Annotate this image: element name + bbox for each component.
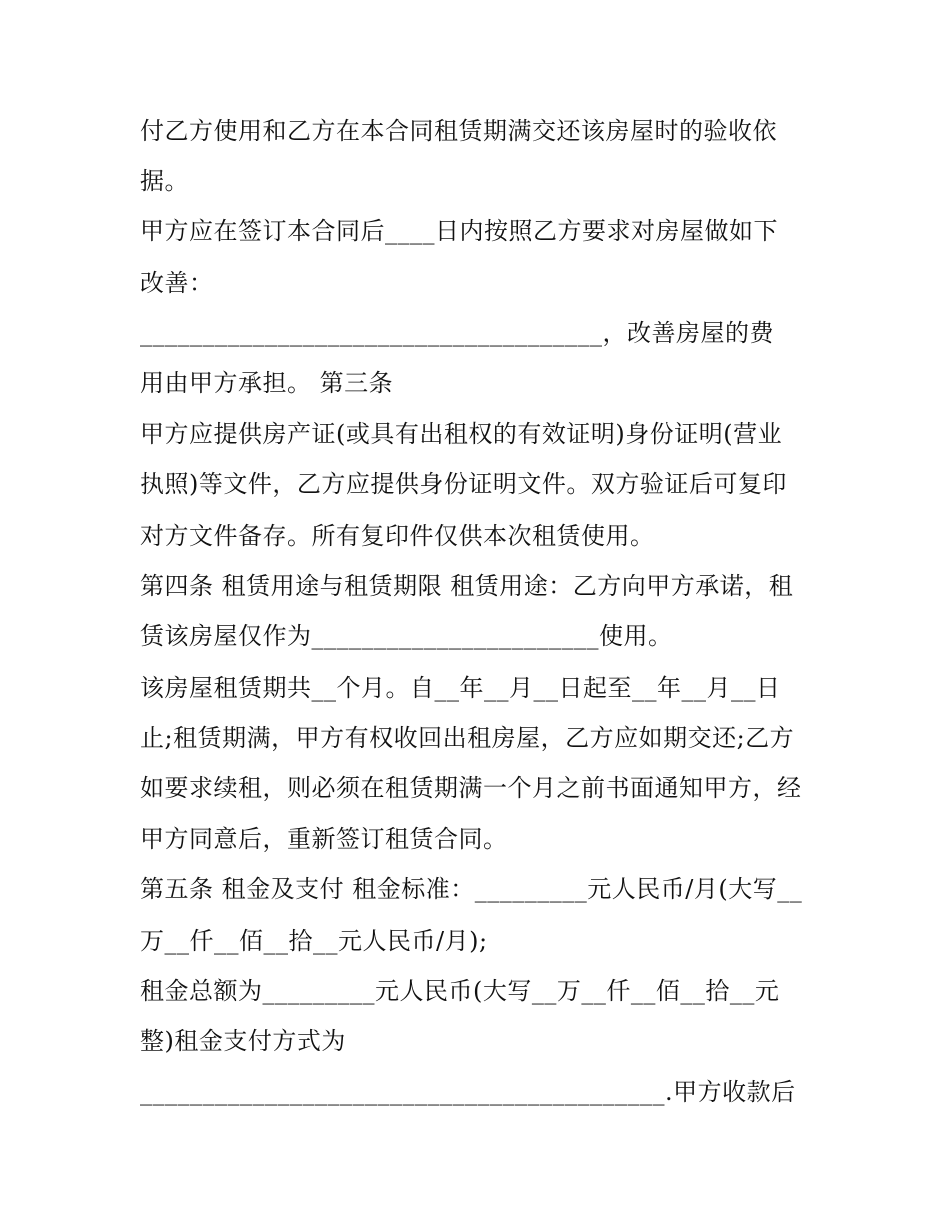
text-line: 如要求续租，则必须在租赁期满一个月之前书面通知甲方，经: [140, 774, 802, 802]
text-line: 第四条 租赁用途与租赁期限 租赁用途：乙方向甲方承诺，租: [140, 572, 794, 600]
text-line: 改善：: [140, 269, 214, 297]
text-line: 租金总额为_________元人民币(大写__万__仟__佰__拾__元: [140, 977, 780, 1005]
text-line: 甲方同意后，重新签订租赁合同。: [140, 825, 508, 853]
text-line: __________________________________________.甲方收款后: [140, 1078, 796, 1106]
text-line: 第五条 租金及支付 租金标准：_________元人民币/月(大写__: [140, 875, 803, 903]
text-line: 甲方应在签订本合同后____日内按照乙方要求对房屋做如下: [140, 217, 778, 245]
text-line: 付乙方使用和乙方在本合同租赁期满交还该房屋时的验收依: [140, 117, 777, 145]
text-line: 该房屋租赁期共__个月。自__年__月__日起至__年__月__日: [140, 674, 781, 702]
text-line: 用由甲方承担。 第三条: [140, 369, 394, 397]
text-line: 甲方应提供房产证(或具有出租权的有效证明)身份证明(营业: [140, 420, 783, 448]
text-line: 赁该房屋仅作为_______________________使用。: [140, 622, 673, 650]
text-line: 整)租金支付方式为: [140, 1027, 346, 1055]
text-line: 执照)等文件，乙方应提供身份证明文件。双方验证后可复印: [140, 470, 787, 498]
text-line: 据。: [140, 167, 189, 195]
text-line: 止;租赁期满，甲方有权收回出租房屋，乙方应如期交还;乙方: [140, 724, 795, 752]
text-line: 对方文件备存。所有复印件仅供本次租赁使用。: [140, 522, 655, 550]
text-line: 万__仟__佰__拾__元人民币/月);: [140, 927, 488, 955]
text-line: _____________________________________，改善房屋的费: [140, 319, 774, 347]
